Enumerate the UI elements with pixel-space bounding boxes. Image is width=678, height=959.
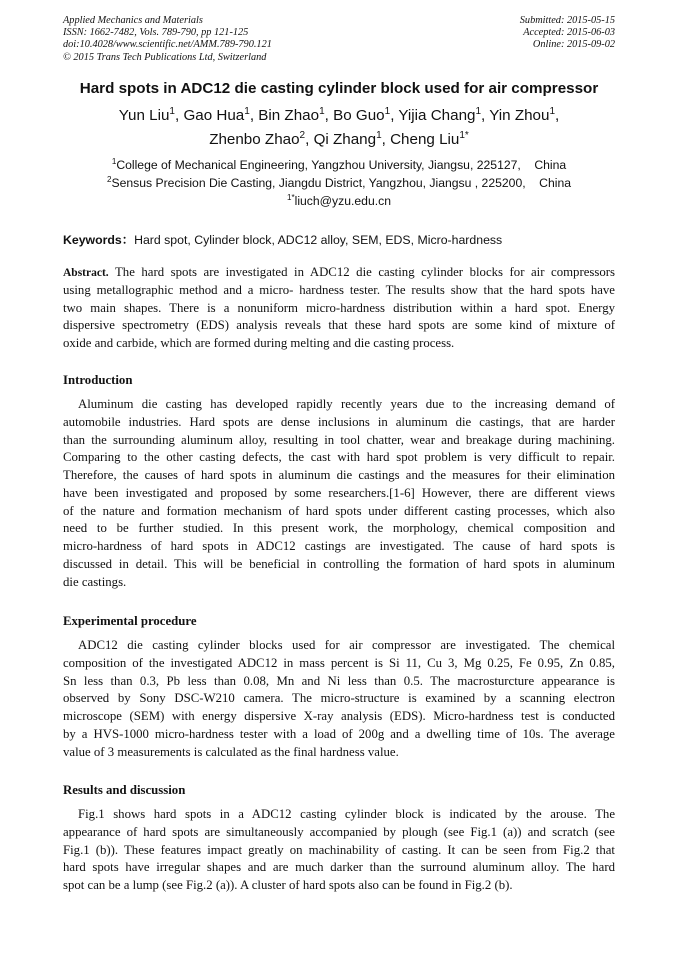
author-name: Bin Zhao	[258, 107, 320, 124]
text-line: automobile industries. Hard spots are dense inclusions in aluminum die castings, that are harder	[63, 414, 615, 429]
paper-title: Hard spots in ADC12 die casting cylinder block used for air compressor	[79, 80, 599, 97]
author-name: Yin Zhou	[489, 107, 550, 124]
text-line: Fig.1 shows hard spots in a ADC12 casting cylinder block is indicated by the arouse. The	[78, 807, 615, 821]
corresponding-email[interactable]: $^{1*}$liuch@yzu.edu.cn	[287, 192, 391, 208]
journal-info	[63, 15, 272, 64]
author-affiliation-mark: 1	[244, 105, 250, 117]
author-affiliation-mark: 1	[384, 105, 391, 117]
author-name: Gao Hua	[183, 107, 245, 124]
abstract-label: Abstract.	[63, 267, 109, 279]
author-line-2: Zhenbo Zhao$^2$, Qi Zhang$^1$, Cheng Liu$^{1*}$	[209, 129, 469, 148]
section-heading-introduction: Introduction	[63, 373, 133, 387]
section-heading-results: Results and discussion	[63, 783, 186, 797]
text-line: microscope (SEM) with energy dispersive X-ray analysis (EDS). Micro-hardness test is conducted	[63, 709, 615, 723]
accepted-date: Accepted: 2015-06-03	[523, 27, 615, 39]
text-line: Comparing to the other casting defects, the cast with hard spot problem is very difficult to repair.	[63, 450, 615, 465]
text-line: micro-hardness of hard spots in ADC12 castings are investigated. The cause of hard spots is	[63, 539, 615, 553]
author-name: Bo Guo	[333, 107, 385, 124]
text-line: ADC12 die casting cylinder blocks used for air compressor are investigated. The chemical	[78, 638, 615, 652]
submitted-date: Submitted: 2015-05-15	[519, 15, 615, 26]
text-line: die castings.	[63, 574, 127, 589]
author-name: Qi Zhang	[313, 131, 377, 148]
submission-dates	[520, 15, 615, 52]
author-name: Yijia Chang	[398, 107, 476, 124]
journal-copyright: © 2015 Trans Tech Publications Ltd, Switzerland	[63, 51, 267, 63]
keywords-label: Keywords：	[63, 233, 135, 247]
text-line: discussed in detail. This will be beneficial in controlling the formation of hard spots in aluminum	[63, 556, 615, 571]
text-line: Therefore, the causes of hard spots in aluminum die castings and the measures for their elimination	[63, 468, 615, 482]
text-line: appearance of hard spots are simultaneously accompanied by plough (see Fig.1 (a)) and scratch (see	[63, 824, 615, 839]
author-affiliation-mark: 1	[549, 105, 556, 117]
author-line-1: Yun Liu$^1$, Gao Hua$^1$, Bin Zhao$^1$, Bo Guo$^1$, Yijia Chang$^1$, Yin Zhou$^1$,	[118, 105, 560, 124]
text-line: hard spots have irregular shapes and are much darker than the surround aluminum alloy. The hard	[63, 860, 615, 875]
journal-name: Applied Mechanics and Materials	[63, 15, 203, 26]
author-affiliation-mark: 1	[169, 105, 175, 117]
introduction-text	[63, 396, 615, 591]
affiliation-1: $^1$College of Mechanical Engineering, Yangzhou University, Jiangsu, 225127, China	[111, 156, 567, 172]
experimental-text	[63, 637, 615, 761]
author-affiliation-mark: 1	[475, 105, 482, 117]
author-affiliation-mark: 1	[376, 129, 382, 141]
author-name: Zhenbo Zhao	[209, 131, 300, 148]
text-line: Sn less than 0.3, Pb less than 0.08, Mn and Ni less than 0.5. The macrosturcture appearance is	[63, 673, 615, 688]
keywords-text: Hard spot, Cylinder block, ADC12 alloy, SEM, EDS, Micro-hardness	[134, 233, 503, 247]
text-line: composition of the investigated ADC12 in mass percent is Si 11, Cu 3, Mg 0.25, Fe 0.95, Zn 0.85,	[63, 655, 615, 670]
keywords	[63, 230, 502, 248]
author-name: Yun Liu	[118, 107, 170, 124]
author-name: Cheng Liu	[390, 131, 460, 148]
section-heading-experimental: Experimental procedure	[63, 614, 197, 628]
text-line: by a HVS-1000 micro-hardness tester with a load of 200g and a dwelling time of 10s. The average	[63, 726, 615, 741]
journal-doi: doi:10.4028/www.scientific.net/AMM.789-790.121	[63, 39, 272, 51]
results-text	[63, 806, 615, 895]
abstract: Abstract. The hard spots are investigated in ADC12 die casting cylinder blocks for air compressors using metallographic method and a micro- hardness tester. The results show that the hard spots have two main shapes. There is a nonuniform micro-hardness distribution within a hard spot. Energy dispersive spectrometry (EDS) analysis reveals that these hard spots are some kind of mixture of oxide and carbide, which are formed during melting and die casting process.	[63, 265, 615, 350]
online-date: Online: 2015-09-02	[532, 39, 615, 51]
text-line: than the surrounding aluminum alloy, resulting in tool chatter, wear and breakage during machining.	[63, 432, 615, 447]
author-list	[0, 104, 678, 152]
author-affiliation-mark: 1*	[459, 129, 469, 141]
author-affiliation-mark: 2	[299, 129, 306, 141]
text-line: of the nature and formation mechanism of hard spots under different casting processes, which also	[63, 503, 615, 518]
text-line: Fig.1 (b)). These features impact greatly on machinability of casting. It can be seen from Fig.2 that	[63, 842, 615, 857]
affiliation-2: $^2$Sensus Precision Die Casting, Jiangdu District, Yangzhou, Jiangsu , 225200, China	[106, 174, 572, 190]
text-line: need to be further studied. In this present work, the morphology, chemical composition and	[63, 521, 615, 536]
text-line: have been investigated and proposed by some researchers.[1-6] However, there are different views	[63, 485, 615, 500]
text-line: spot can be a lump (see Fig.2 (a)). A cluster of hard spots also can be found in Fig.2 (b).	[63, 878, 513, 892]
affiliations	[0, 156, 678, 210]
journal-issn: ISSN: 1662-7482, Vols. 789-790, pp 121-125	[63, 27, 249, 39]
text-line: value of 3 measurements is calculated as the final hardness value.	[63, 744, 399, 759]
text-line: Aluminum die casting has developed rapidly recently years due to the increasing demand of	[78, 397, 615, 411]
text-line: observed by Sony DSC-W210 camera. The micro-structure is examined by a scanning electron	[63, 691, 615, 706]
author-affiliation-mark: 1	[319, 105, 325, 117]
